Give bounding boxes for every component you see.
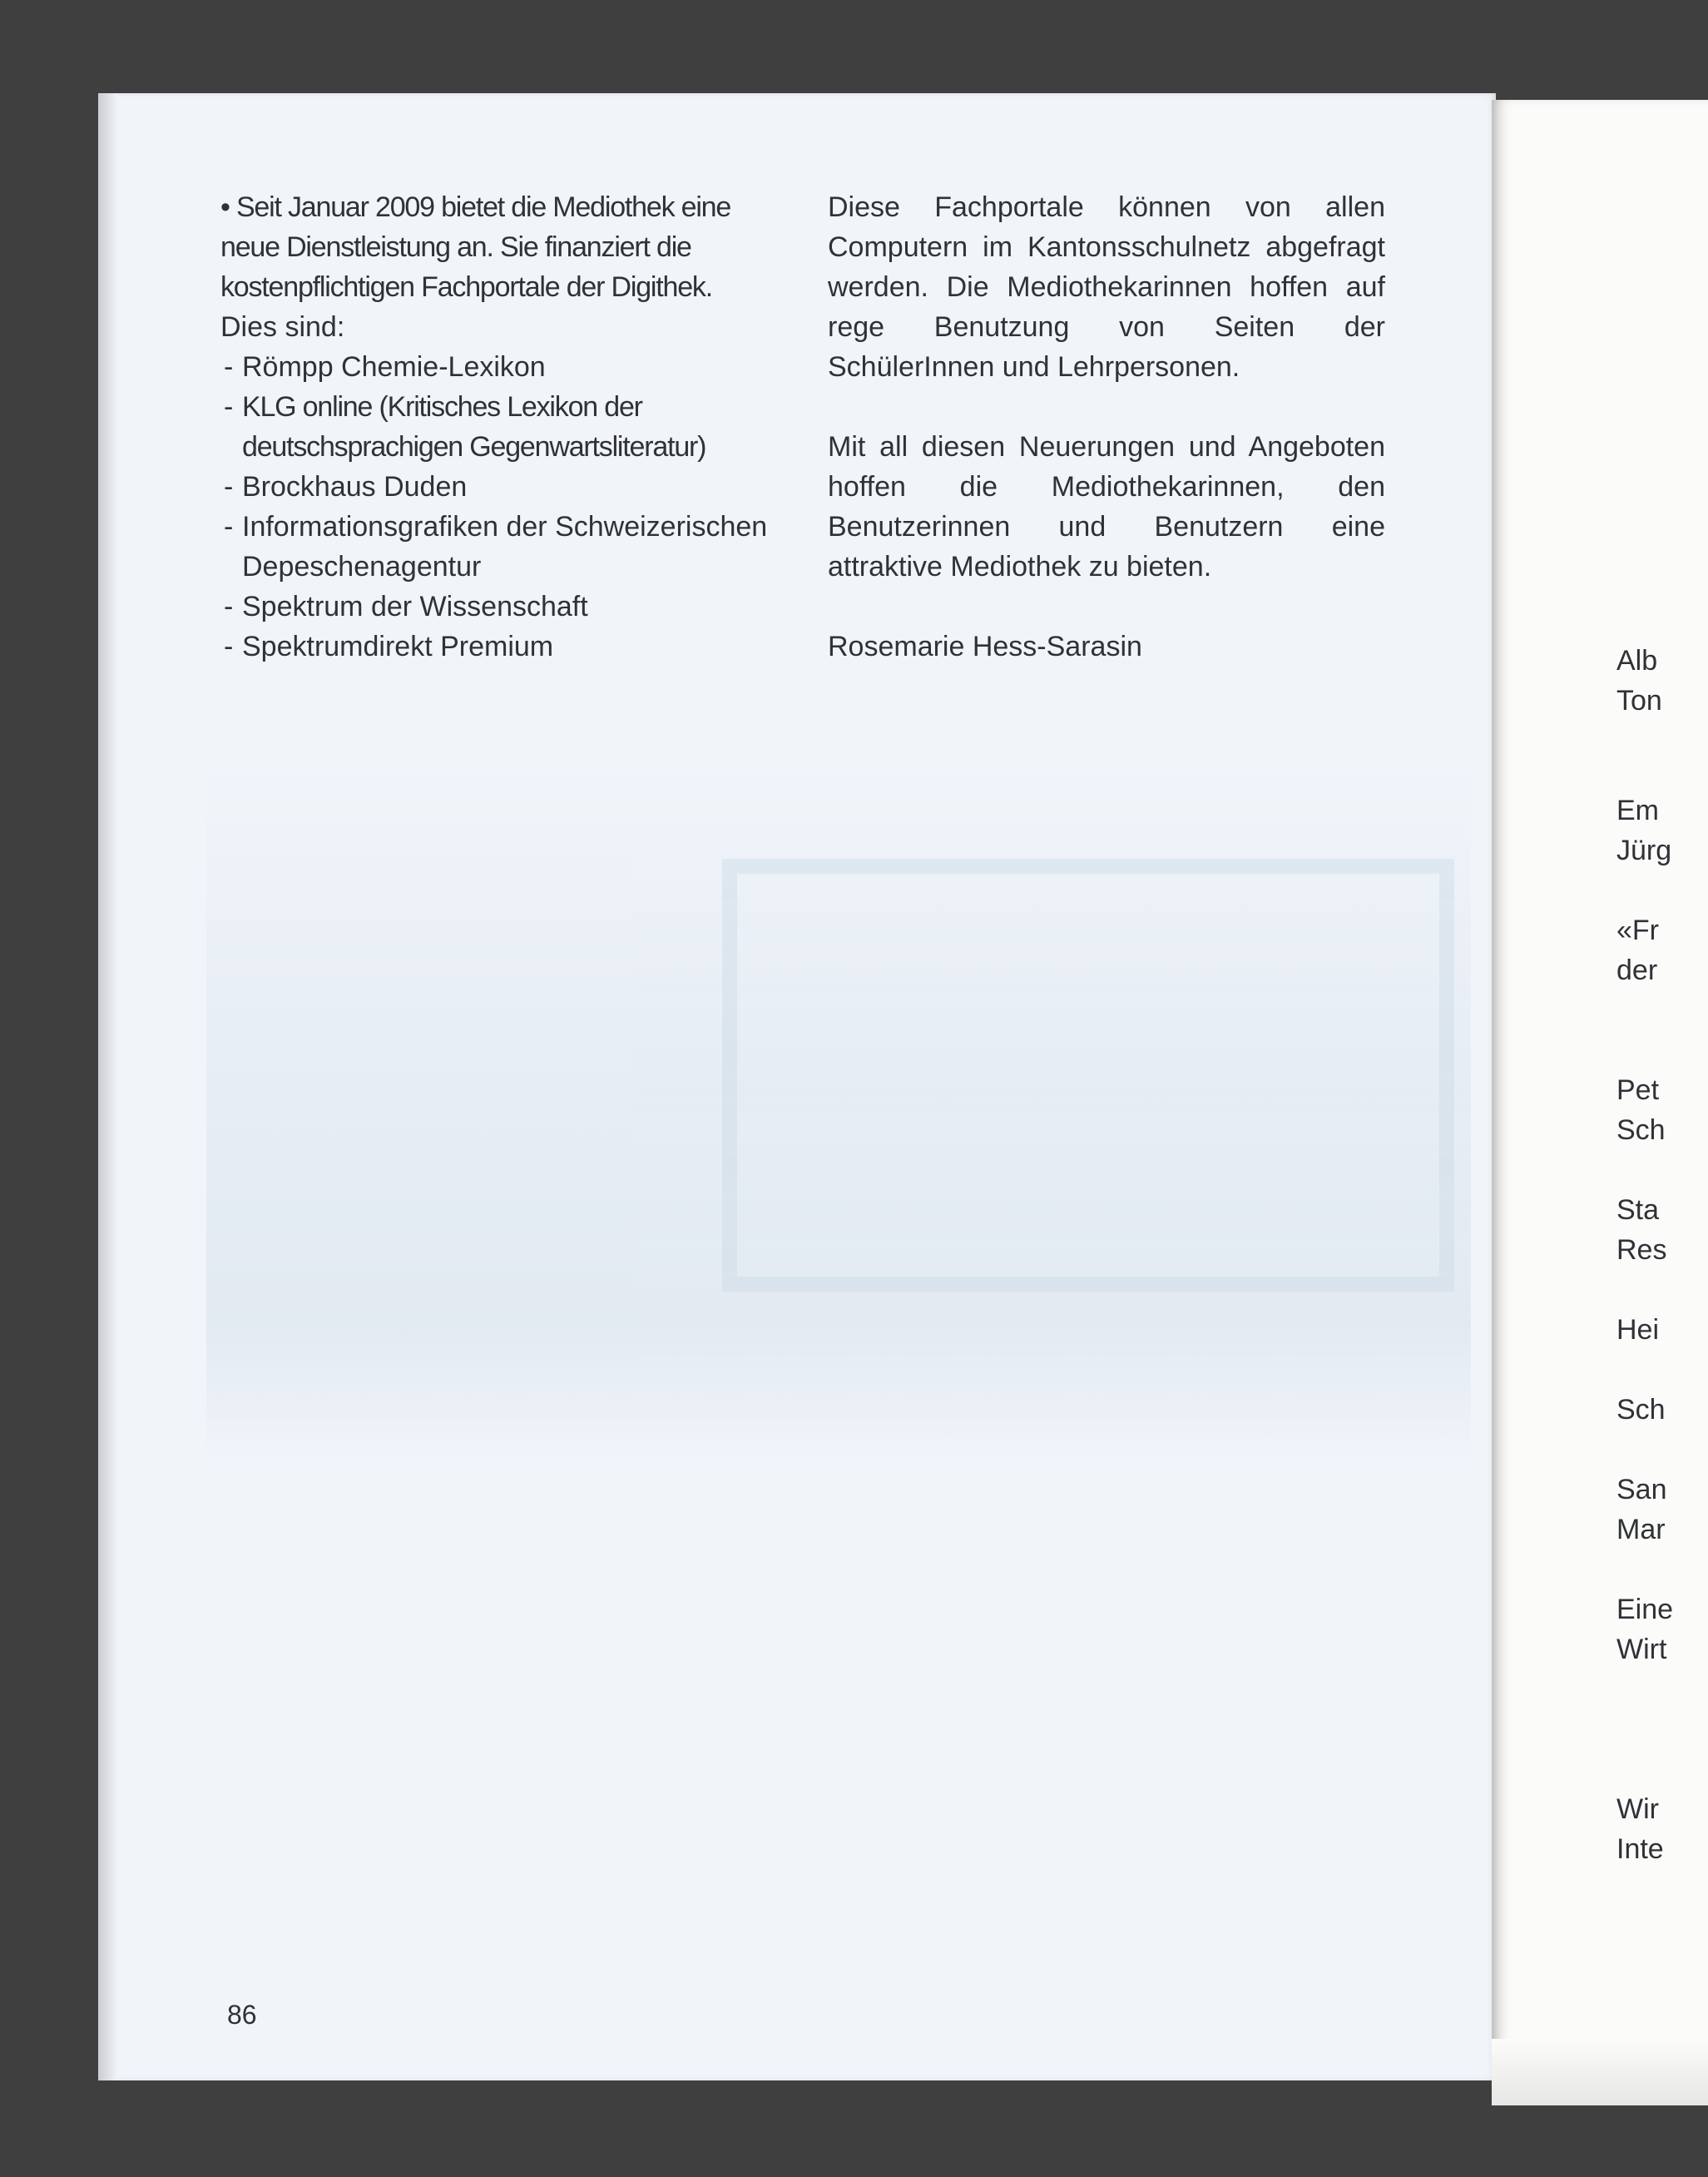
list-item: - Spektrumdirekt Premium	[220, 627, 770, 667]
list-item: - Informationsgrafiken der Schweizerischen Depeschenagentur	[220, 507, 770, 587]
list-item: - Brockhaus Duden	[220, 467, 770, 507]
right-page-text-fragment: Sch	[1616, 1114, 1666, 1146]
right-page-text-fragment: Alb	[1616, 645, 1658, 677]
right-page-text-fragment: Pet	[1616, 1074, 1660, 1106]
right-page-text-fragment: Hei	[1616, 1314, 1660, 1346]
paragraph-spacer	[828, 387, 1385, 427]
list-item: - Römpp Chemie-Lexikon	[220, 347, 770, 387]
author-signature: Rosemarie Hess-Sarasin	[828, 631, 1142, 662]
show-through-photo-frame	[722, 859, 1454, 1292]
show-through-photo	[206, 759, 1471, 1466]
right-page-text-fragment: Mar	[1616, 1514, 1666, 1545]
right-page-text-fragment: Wirt	[1616, 1634, 1667, 1665]
right-page-text-fragment: «Fr	[1616, 915, 1659, 946]
right-page-text-fragment: der	[1616, 955, 1658, 986]
right-column	[828, 187, 1385, 667]
right-page-text-fragment: Em	[1616, 795, 1659, 826]
closing-paragraph: Mit all diesen Neuerungen und Angeboten hoffen die Mediothekarinnen, den Benutzerinnen und Benutzern eine attraktive Mediothek zu bieten.	[828, 431, 1385, 583]
right-page-text-fragment: Eine	[1616, 1594, 1674, 1625]
right-page-edge	[1492, 2039, 1708, 2105]
portals-access-paragraph: Diese Fachportale können von allen Computern im Kantonsschulnetz abgefragt werden. Die Mediothekarinnen hoffen auf rege Benutzung von Seiten der SchülerInnen und Lehrpersonen.	[828, 191, 1385, 383]
paragraph-spacer	[828, 587, 1385, 627]
intro-paragraph: • Seit Januar 2009 bietet die Mediothek eine neue Dienstleistung an. Sie finanziert die kostenpflichtigen Fachportale der Digithek.	[220, 191, 731, 303]
list-item: - Spektrum der Wissenschaft	[220, 587, 770, 627]
portal-list	[220, 347, 770, 667]
list-item: - KLG online (Kritisches Lexikon der deutschsprachigen Gegenwartsliteratur)	[220, 387, 770, 467]
right-page-text-fragment: Res	[1616, 1234, 1667, 1266]
right-page-text-fragment: Inte	[1616, 1833, 1664, 1865]
right-page	[1492, 100, 1708, 2080]
list-heading: Dies sind:	[220, 311, 345, 343]
page-number: 86	[227, 2000, 257, 2030]
right-page-text-fragment: Jürg	[1616, 835, 1672, 866]
right-page-text-fragment: Sch	[1616, 1394, 1666, 1426]
right-page-text-fragment: Sta	[1616, 1194, 1660, 1226]
right-page-text-fragment: Ton	[1616, 685, 1662, 717]
left-column	[220, 187, 770, 667]
right-page-text-fragment: San	[1616, 1474, 1667, 1505]
right-page-text-fragment: Wir	[1616, 1793, 1659, 1825]
